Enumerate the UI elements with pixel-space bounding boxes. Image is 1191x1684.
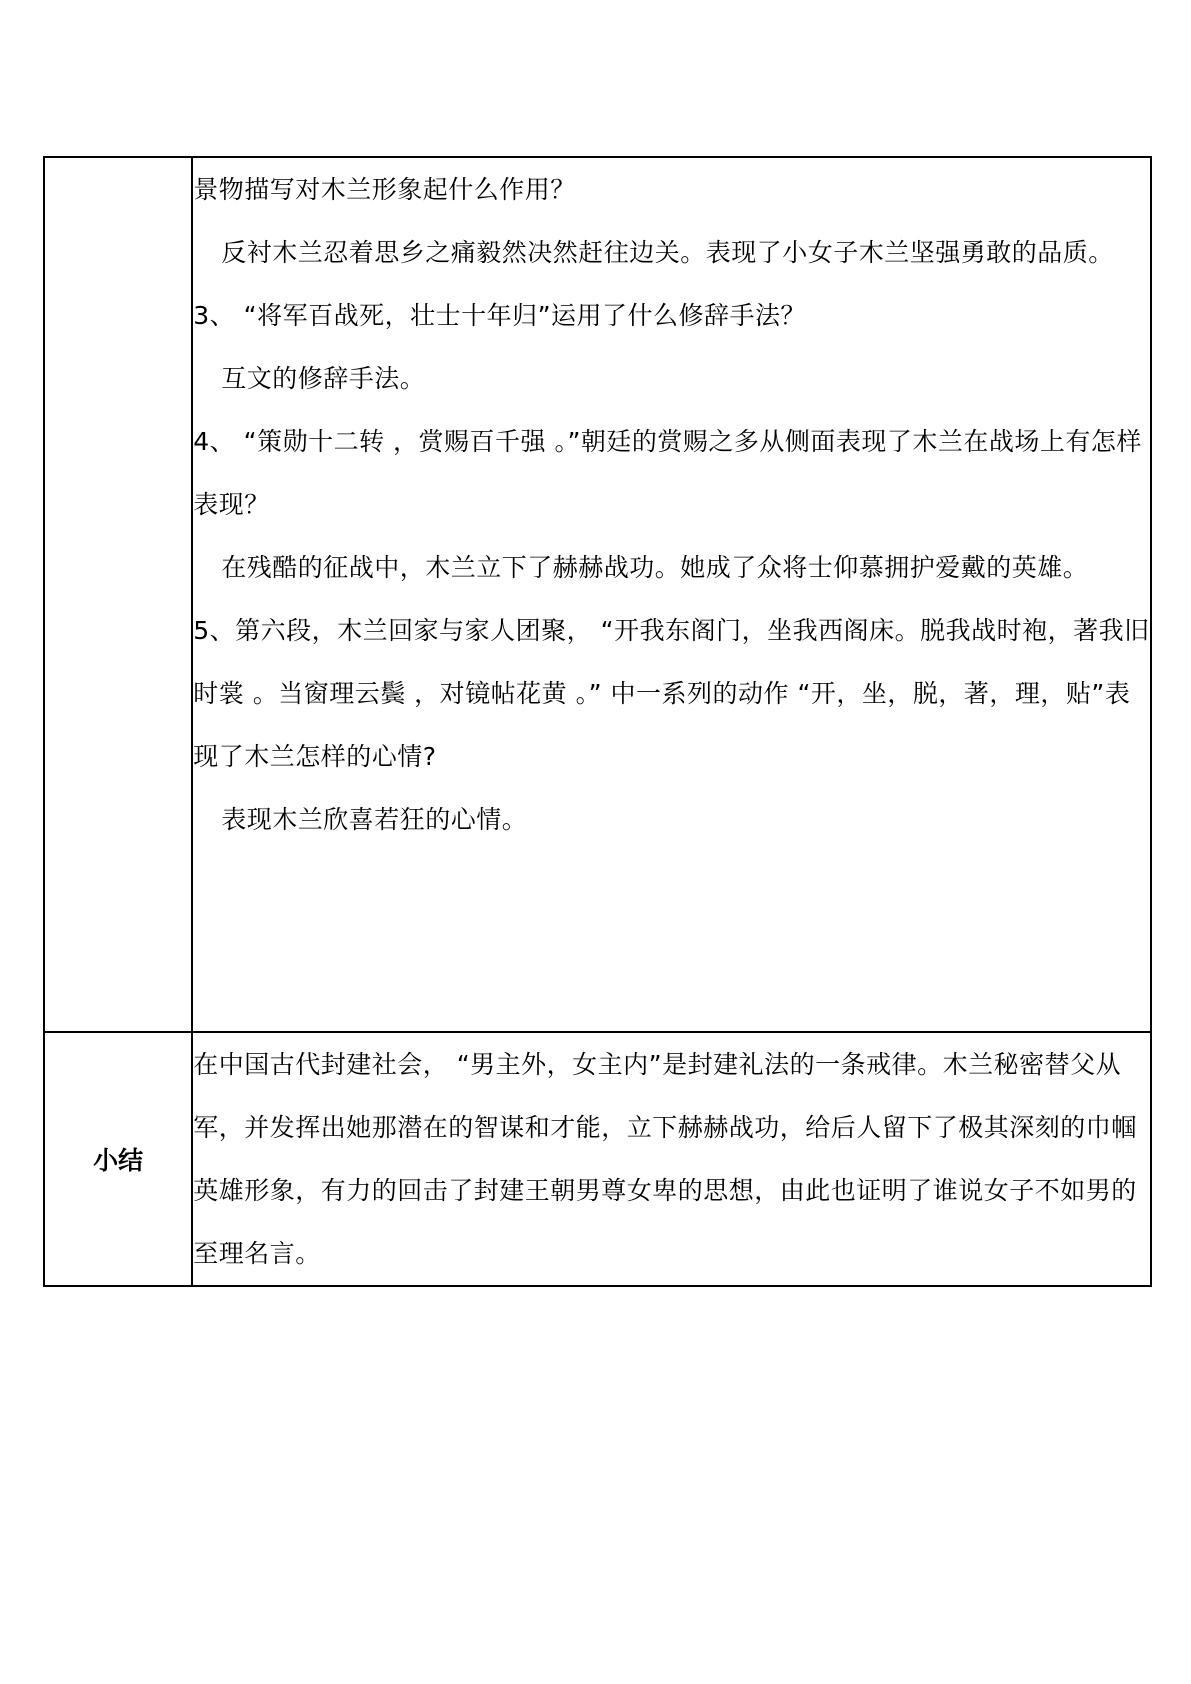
summary-label: 小结 bbox=[44, 1032, 192, 1286]
answer-scenery: 反衬木兰忍着思乡之痛毅然决然赶往边关。表现了小女子木兰坚强勇敢的品质。 bbox=[221, 238, 1114, 267]
question-scenery: 景物描写对木兰形象起什么作用？ bbox=[193, 175, 576, 204]
table-row-main bbox=[44, 157, 1151, 1032]
question-3: 3、 “将军百战死，壮士十年归”运用了什么修辞手法？ bbox=[193, 301, 807, 330]
answer-4: 在残酷的征战中，木兰立下了赫赫战功。她成了众将士仰慕拥护爱戴的英雄。 bbox=[221, 553, 1089, 582]
empty-label-cell bbox=[44, 157, 192, 1032]
lesson-table bbox=[43, 156, 1152, 1287]
answer-5: 表现木兰欣喜若狂的心情。 bbox=[221, 805, 528, 834]
question-4: 4、 “策勋十二转 ，赏赐百千强 。”朝廷的赏赐之多从侧面表现了木兰在战场上有怎样表现？ bbox=[193, 427, 1142, 519]
summary-content bbox=[192, 1032, 1151, 1286]
question-5: 5、第六段，木兰回家与家人团聚， “开我东阁门，坐我西阁床。脱我战时袍，著我旧时裳 。当窗理云鬓 ，对镜帖花黄 。” 中一系列的动作 “开，坐，脱，著，理，贴”表现了木兰怎样的心情? bbox=[193, 616, 1150, 771]
answer-3: 互文的修辞手法。 bbox=[221, 364, 426, 393]
main-content-cell bbox=[192, 157, 1151, 1032]
summary-text: 在中国古代封建社会， “男主外，女主内”是封建礼法的一条戒律。木兰秘密替父从军，并发挥出她那潜在的智谋和才能，立下赫赫战功，给后人留下了极其深刻的巾帼英雄形象，有力的回击了封建王朝男尊女卑的思想，由此也证明了谁说女子不如男的至理名言。 bbox=[193, 1050, 1137, 1268]
table-row-summary bbox=[44, 1032, 1151, 1286]
